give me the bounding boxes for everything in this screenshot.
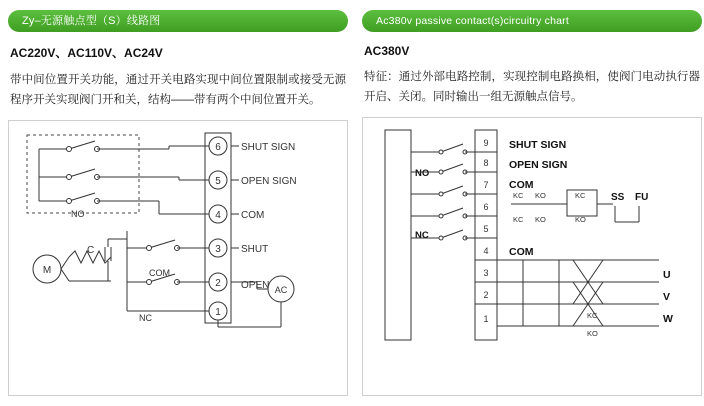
terminal-9: 9 <box>483 138 489 148</box>
right-diagram-figure <box>362 117 702 396</box>
terminal-5: 5 <box>215 176 221 187</box>
motor-label: M <box>42 265 52 276</box>
terminal-label-com: COM <box>241 210 265 221</box>
terminal-5: 5 <box>483 224 489 234</box>
terminal-1: 1 <box>215 307 221 318</box>
terminal-4: 4 <box>215 210 221 221</box>
label-shut-sign: SHUT SIGN <box>509 139 567 151</box>
left-diagram-figure <box>8 120 348 396</box>
terminal-8: 8 <box>483 158 489 168</box>
contact-ko-3: KO <box>535 215 546 224</box>
terminal-6: 6 <box>483 202 489 212</box>
right-header: Ac380v passive contact(s)circuitry chart <box>362 10 702 32</box>
label-com-top: COM <box>509 179 534 191</box>
terminal-1: 1 <box>483 314 489 324</box>
label-fu: FU <box>635 192 649 203</box>
terminal-3: 3 <box>215 244 221 255</box>
inner-label-com: COM <box>149 268 170 278</box>
right-description: 特征：通过外部电路控制，实现控制电路换相，使阀门电动执行器开启、关闭。同时输出一组无源触点信号。 <box>364 71 700 103</box>
terminal-label-shut-sign: SHUT SIGN <box>241 142 296 153</box>
ac-source-label: AC <box>274 285 288 295</box>
right-panel <box>362 10 702 396</box>
left-circuit-svg <box>9 121 347 381</box>
phase-label-v: V <box>663 291 671 303</box>
terminal-6: 6 <box>215 142 221 153</box>
contact-ko-2: KO <box>575 215 586 224</box>
terminal-4: 4 <box>483 246 489 256</box>
left-subtitle: AC220V、AC110V、AC24V <box>10 46 163 60</box>
terminal-3: 3 <box>483 268 489 278</box>
terminal-label-open: OPEN <box>241 280 270 291</box>
terminal-2: 2 <box>215 278 221 289</box>
terminal-2: 2 <box>483 290 489 300</box>
label-ss: SS <box>611 192 625 203</box>
label-com-bottom: COM <box>509 246 534 258</box>
terminal-7: 7 <box>483 180 489 190</box>
phase-label-w: W <box>663 313 673 325</box>
inner-label-no: NO <box>71 209 85 219</box>
left-panel <box>8 10 348 396</box>
right-subtitle: AC380V <box>364 44 410 58</box>
contact-kc-2: KC <box>575 191 586 200</box>
left-description: 带中间位置开关功能，通过开关电路实现中间位置限制或接受无源程序开关实现阀门开和关，结构——带有两个中间位置开关。 <box>10 74 346 106</box>
left-header: Zy–无源触点型（S）线路图 <box>8 10 348 32</box>
label-nc: NC <box>415 230 429 241</box>
phase-label-u: U <box>663 269 671 281</box>
terminal-label-shut: SHUT <box>241 244 269 255</box>
contact-kc-1: KC <box>513 191 524 200</box>
contact-ko-1: KO <box>535 191 546 200</box>
terminal-label-open-sign: OPEN SIGN <box>241 176 297 187</box>
label-open-sign: OPEN SIGN <box>509 159 568 171</box>
contact-kc-3: KC <box>513 215 524 224</box>
contact-kc-4: KC <box>587 311 598 320</box>
capacitor-label: C <box>87 245 95 256</box>
inner-label-nc: NC <box>139 313 152 323</box>
contact-ko-4: KO <box>587 329 598 338</box>
label-no: NO <box>415 168 430 179</box>
right-circuit-svg <box>363 118 701 378</box>
